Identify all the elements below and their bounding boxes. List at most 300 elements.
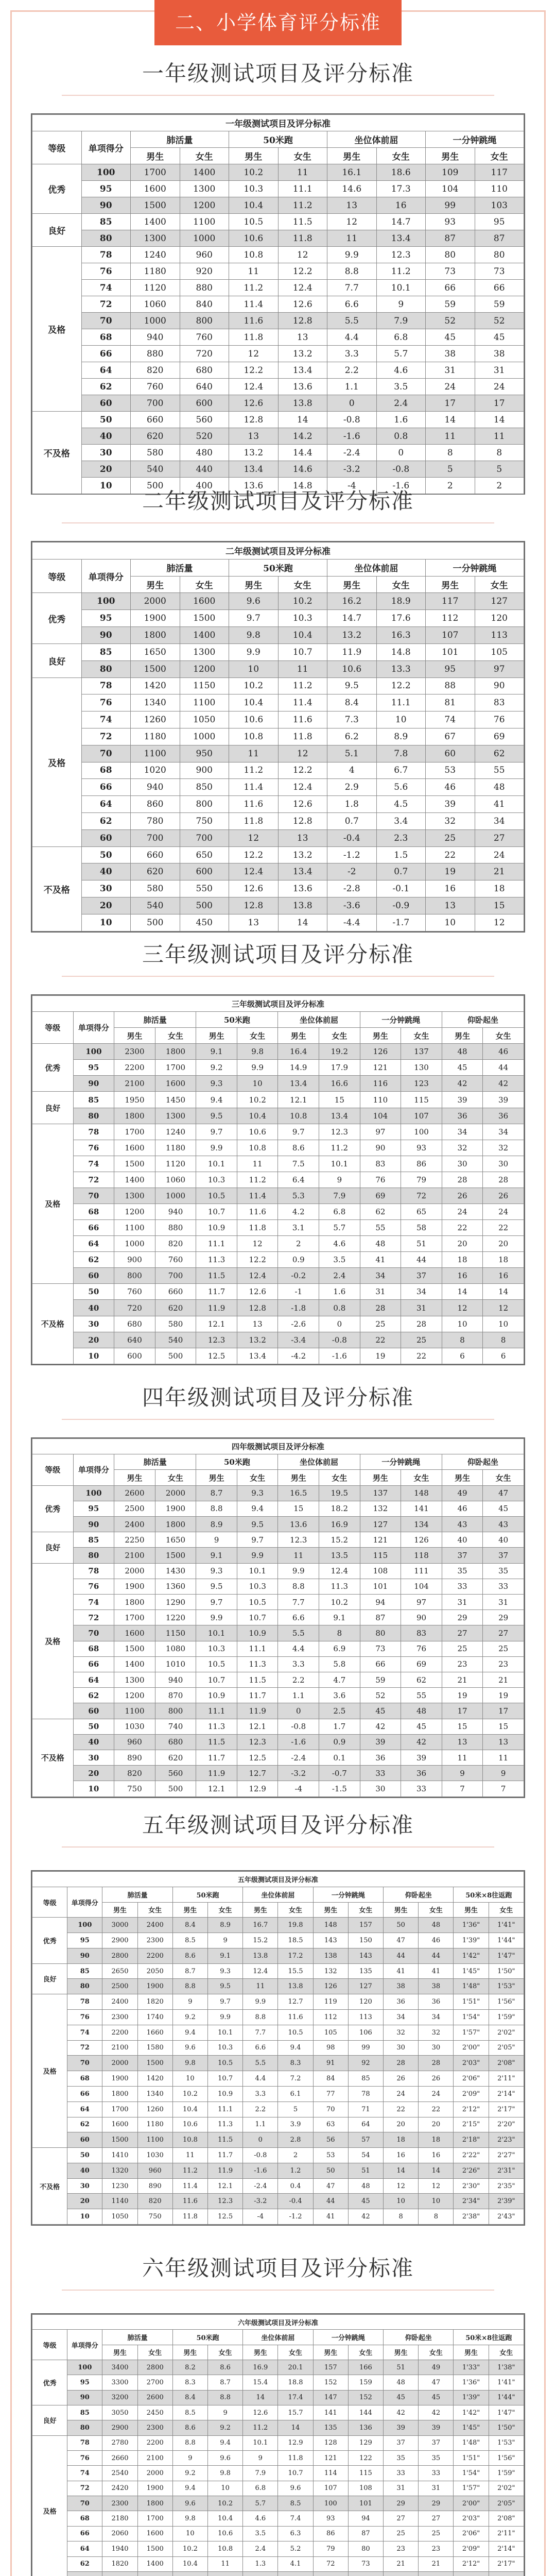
value-cell: 13.5 [319, 1548, 360, 1563]
value-cell: 10.4 [278, 627, 327, 644]
score-table [31, 1870, 525, 2226]
value-cell: 2'43" [489, 2209, 524, 2225]
value-cell: 1140 [102, 2194, 137, 2209]
value-cell: 111 [401, 1563, 442, 1579]
value-cell: 1100 [180, 694, 229, 711]
value-cell [419, 2571, 454, 2576]
value-cell: 31 [426, 362, 475, 379]
value-cell: 1340 [137, 2086, 172, 2102]
value-cell: 760 [180, 329, 229, 346]
value-cell: 108 [348, 2481, 383, 2496]
value-cell: 3.1 [278, 1220, 319, 1236]
value-cell: 9.1 [196, 1044, 237, 1060]
value-cell: 12.8 [229, 897, 279, 914]
value-cell [348, 2571, 383, 2576]
gender-header: 男生 [196, 1028, 237, 1044]
value-cell: 9 [208, 2405, 243, 2420]
value-cell: 32 [426, 813, 475, 830]
value-cell: 107 [313, 2481, 348, 2496]
table-row [32, 1204, 524, 1220]
table-row [32, 2025, 524, 2040]
value-cell: 11 [278, 660, 327, 677]
table-row [32, 1781, 524, 1797]
value-cell: 1200 [114, 1688, 155, 1703]
table-row [32, 643, 524, 660]
value-cell: 1.7 [319, 1719, 360, 1734]
value-cell: 13 [237, 1316, 278, 1332]
value-cell: 11 [426, 428, 475, 445]
value-cell: 850 [180, 779, 229, 796]
value-cell: -2.6 [278, 1316, 319, 1332]
value-cell: 12.3 [319, 1124, 360, 1140]
value-cell: 56 [313, 2132, 348, 2148]
value-cell: 400 [180, 478, 229, 494]
grade-level-cell: 良好 [32, 214, 82, 247]
table-row [32, 1672, 524, 1688]
value-cell: -0.1 [376, 880, 426, 897]
value-cell: 90 [360, 1140, 401, 1156]
value-cell: 0 [327, 395, 377, 412]
table-row [32, 1284, 524, 1300]
value-cell: 20 [419, 2117, 454, 2132]
value-cell: 44 [313, 2194, 348, 2209]
score-cell: 64 [73, 1672, 114, 1688]
value-cell: 1800 [155, 1517, 196, 1532]
value-cell: 14 [243, 2390, 278, 2405]
value-cell: 2000 [137, 2466, 172, 2481]
value-cell: -1.2 [327, 846, 377, 863]
grade-level-cell: 及格 [32, 1994, 67, 2148]
value-cell [243, 2571, 278, 2576]
grade-level-cell: 良好 [32, 643, 82, 677]
value-cell: 11 [278, 164, 327, 181]
score-cell: 66 [81, 779, 131, 796]
score-cell: 30 [81, 880, 131, 897]
value-cell: 760 [155, 1252, 196, 1268]
value-cell: 1940 [102, 2541, 137, 2556]
section-title: 四年级测试项目及评分标准 [142, 1385, 414, 1410]
score-table [31, 994, 525, 1365]
value-cell: 9.9 [229, 643, 279, 660]
score-cell: 100 [67, 2360, 102, 2375]
value-cell: 10.7 [237, 1610, 278, 1625]
value-cell: 32 [384, 2025, 419, 2040]
value-cell: 700 [131, 829, 180, 846]
value-cell: 10.8 [237, 1140, 278, 1156]
value-cell: 16.2 [327, 593, 377, 610]
value-cell: 121 [360, 1532, 401, 1548]
value-cell: 166 [348, 2360, 383, 2375]
grade-level-cell: 不及格 [32, 2148, 67, 2225]
value-cell: 720 [114, 1300, 155, 1316]
value-cell: 13.6 [278, 1517, 319, 1532]
value-cell: 8.8 [172, 1979, 207, 1994]
value-cell: 27 [475, 829, 524, 846]
value-cell: -0.8 [243, 2148, 278, 2163]
value-cell: 9.7 [278, 1124, 319, 1140]
value-cell: 16 [376, 197, 426, 214]
score-cell: 30 [81, 445, 131, 461]
value-cell: 1'41" [489, 1918, 524, 1933]
value-cell: 5.2 [278, 2541, 313, 2556]
value-cell: 13.2 [229, 445, 279, 461]
value-cell: 103 [475, 197, 524, 214]
value-cell: 11.2 [229, 280, 279, 296]
value-cell: 840 [180, 296, 229, 313]
value-cell: 10 [483, 1316, 524, 1332]
value-cell [137, 2571, 172, 2576]
value-cell: 70 [313, 2102, 348, 2117]
value-cell: 62 [475, 745, 524, 762]
grade-level-cell: 良好 [32, 1963, 67, 1994]
value-cell: 11.8 [172, 2209, 207, 2225]
gender-header: 女生 [319, 1028, 360, 1044]
gender-header: 女生 [155, 1028, 196, 1044]
value-cell: 11.8 [229, 329, 279, 346]
value-cell: 98 [313, 2040, 348, 2056]
column-header: 等级 [32, 559, 82, 593]
value-cell: 12.8 [237, 1300, 278, 1316]
value-cell: 7.3 [327, 711, 377, 728]
value-cell: 11.1 [196, 1236, 237, 1252]
table-row [32, 1332, 524, 1348]
score-cell: 100 [73, 1485, 114, 1501]
value-cell: 1400 [180, 164, 229, 181]
value-cell: 540 [155, 1332, 196, 1348]
table-row [32, 1994, 524, 2010]
value-cell: 10.6 [237, 1124, 278, 1140]
value-cell: 36 [384, 1994, 419, 2010]
value-cell: 11 [237, 1156, 278, 1172]
value-cell: 2'08" [489, 2056, 524, 2071]
value-cell: 10.4 [172, 2102, 207, 2117]
value-cell: 8.4 [327, 694, 377, 711]
value-cell: 17 [442, 1703, 483, 1719]
column-header: 仰卧起坐 [442, 1454, 524, 1470]
score-cell: 70 [81, 313, 131, 329]
score-cell: 70 [67, 2496, 102, 2511]
value-cell: 2.4 [243, 2541, 278, 2556]
value-cell: 5 [475, 461, 524, 478]
value-cell: 9.1 [319, 1610, 360, 1625]
score-cell: 80 [73, 1108, 114, 1124]
value-cell: 10.8 [229, 728, 279, 745]
value-cell: 10.3 [237, 1579, 278, 1594]
value-cell: 10.2 [172, 2086, 207, 2102]
value-cell: 66 [426, 280, 475, 296]
column-header: 50米跑 [196, 1012, 278, 1028]
value-cell: 4 [327, 762, 377, 779]
gender-header: 男生 [131, 576, 180, 593]
value-cell: 9.5 [196, 1579, 237, 1594]
value-cell: 2'26" [454, 2163, 489, 2178]
value-cell: 5 [278, 2102, 313, 2117]
value-cell: 6.6 [243, 2040, 278, 2056]
value-cell: 9.4 [196, 1092, 237, 1108]
value-cell: 94 [348, 2511, 383, 2526]
value-cell: 14 [384, 2163, 419, 2178]
score-cell: 74 [73, 1595, 114, 1610]
table-row [32, 2194, 524, 2209]
score-cell: 90 [67, 2390, 102, 2405]
value-cell: 11.1 [237, 1641, 278, 1656]
score-table [31, 541, 525, 933]
value-cell: 9.3 [196, 1076, 237, 1092]
value-cell: 2300 [102, 2010, 137, 2025]
value-cell: 97 [475, 660, 524, 677]
value-cell: 159 [348, 2375, 383, 2390]
value-cell: 30 [419, 2040, 454, 2056]
value-cell: 500 [180, 897, 229, 914]
value-cell: 41 [384, 1963, 419, 1979]
value-cell: 1400 [180, 627, 229, 644]
value-cell: 740 [155, 1719, 196, 1734]
score-cell: 60 [81, 829, 131, 846]
value-cell: 8.3 [278, 2056, 313, 2071]
value-cell: 9.4 [237, 1501, 278, 1516]
value-cell: 12.1 [278, 1092, 319, 1108]
value-cell: 12.6 [278, 296, 327, 313]
value-cell: 105 [313, 2025, 348, 2040]
grade-level-cell: 良好 [32, 2405, 67, 2436]
value-cell: 10.5 [208, 2056, 243, 2071]
value-cell: 24 [419, 2086, 454, 2102]
value-cell: -4.2 [278, 1348, 319, 1364]
value-cell: 28 [360, 1300, 401, 1316]
value-cell: 2100 [137, 2451, 172, 2466]
value-cell: 5.5 [243, 2056, 278, 2071]
score-cell: 78 [81, 677, 131, 694]
table-row [32, 1092, 524, 1108]
column-header: 仰卧起坐 [442, 1012, 524, 1028]
value-cell: 10 [376, 711, 426, 728]
grade-level-cell: 不及格 [32, 1719, 74, 1797]
value-cell: 500 [155, 1781, 196, 1797]
score-cell: 66 [73, 1656, 114, 1672]
value-cell: 1300 [114, 1188, 155, 1204]
gender-header: 女生 [419, 2345, 454, 2360]
value-cell: 10 [208, 2481, 243, 2496]
value-cell: 960 [180, 247, 229, 263]
value-cell: 16.4 [278, 1044, 319, 1060]
value-cell: 14 [419, 2163, 454, 2178]
value-cell: 6.6 [278, 1610, 319, 1625]
score-cell: 80 [67, 2420, 102, 2435]
score-cell: 60 [73, 1268, 114, 1284]
value-cell: 12.4 [319, 1563, 360, 1579]
score-cell: 10 [67, 2209, 102, 2225]
value-cell: 800 [155, 1703, 196, 1719]
value-cell: 2300 [137, 1933, 172, 1948]
value-cell: 1500 [102, 2132, 137, 2148]
value-cell: 11 [208, 2556, 243, 2571]
value-cell: 7.8 [376, 745, 426, 762]
score-cell: 90 [67, 1948, 102, 1963]
value-cell: 6 [483, 1348, 524, 1364]
value-cell: 112 [313, 2010, 348, 2025]
value-cell: 10 [172, 2071, 207, 2087]
value-cell: 14.7 [376, 214, 426, 230]
value-cell: 116 [360, 1076, 401, 1092]
column-header: 坐位体前屈 [327, 559, 426, 576]
value-cell: 14 [278, 914, 327, 931]
value-cell: 48 [475, 779, 524, 796]
score-cell: 68 [73, 1641, 114, 1656]
value-cell: 19.2 [319, 1044, 360, 1060]
value-cell: 950 [180, 745, 229, 762]
value-cell: 1'38" [489, 2360, 524, 2375]
gender-header: 男生 [229, 148, 279, 164]
value-cell: 10.8 [172, 2132, 207, 2148]
value-cell: 10.2 [229, 677, 279, 694]
value-cell: 1100 [137, 2132, 172, 2148]
value-cell: 1050 [102, 2209, 137, 2225]
value-cell: 28 [442, 1172, 483, 1188]
value-cell: 22 [360, 1332, 401, 1348]
value-cell: 1'47" [489, 1948, 524, 1963]
value-cell: 1400 [114, 1172, 155, 1188]
value-cell: 1'36" [454, 1918, 489, 1933]
value-cell: 38 [384, 1979, 419, 1994]
value-cell: 11.9 [327, 643, 377, 660]
table-row [32, 627, 524, 644]
value-cell: 93 [401, 1140, 442, 1156]
value-cell: 1740 [137, 2010, 172, 2025]
value-cell: 1300 [131, 230, 180, 247]
score-cell: 10 [73, 1348, 114, 1364]
value-cell: 130 [401, 1060, 442, 1076]
value-cell: 150 [348, 1933, 383, 1948]
gender-header: 男生 [327, 148, 377, 164]
value-cell: 10.5 [196, 1656, 237, 1672]
value-cell: 152 [348, 2390, 383, 2405]
gender-header: 女生 [208, 2345, 243, 2360]
value-cell: 1000 [131, 313, 180, 329]
value-cell: 11.2 [278, 677, 327, 694]
value-cell: 1'54" [454, 2010, 489, 2025]
value-cell: 700 [155, 1268, 196, 1284]
value-cell: 12 [483, 1300, 524, 1316]
table-row [32, 762, 524, 779]
value-cell: 580 [155, 1316, 196, 1332]
value-cell: 1430 [155, 1563, 196, 1579]
section-title: 一年级测试项目及评分标准 [142, 61, 414, 86]
value-cell: 15 [319, 1092, 360, 1108]
table-caption: 六年级测试项目及评分标准 [32, 2315, 524, 2330]
table-row [32, 461, 524, 478]
table-row [32, 2086, 524, 2102]
value-cell: 1000 [155, 1188, 196, 1204]
value-cell: 1'53" [489, 2435, 524, 2450]
value-cell: 21 [442, 1672, 483, 1688]
value-cell: 8.2 [172, 2360, 207, 2375]
value-cell: 13.2 [327, 627, 377, 644]
gender-header: 男生 [172, 1902, 207, 1918]
value-cell: 1150 [180, 677, 229, 694]
value-cell: 11.5 [278, 214, 327, 230]
column-header: 一分钟跳绳 [360, 1012, 442, 1028]
value-cell: 23 [442, 1656, 483, 1672]
value-cell: 11.5 [196, 1268, 237, 1284]
value-cell: 13 [278, 829, 327, 846]
value-cell: 940 [131, 779, 180, 796]
value-cell: 11 [229, 745, 279, 762]
value-cell: 1.6 [376, 412, 426, 428]
table-row [32, 2178, 524, 2194]
table-row [32, 2375, 524, 2390]
column-header: 单项得分 [67, 1887, 102, 1918]
value-cell: 8.6 [172, 1948, 207, 1963]
grade-level-cell: 优秀 [32, 1485, 74, 1532]
value-cell: 104 [360, 1108, 401, 1124]
score-cell: 62 [67, 2556, 102, 2571]
value-cell: 13.8 [278, 395, 327, 412]
value-cell: 3200 [102, 2390, 137, 2405]
score-cell: 78 [81, 247, 131, 263]
value-cell: 16.9 [319, 1517, 360, 1532]
table-row [32, 660, 524, 677]
value-cell: 87 [475, 230, 524, 247]
table-row [32, 346, 524, 362]
value-cell: 4.2 [278, 1204, 319, 1220]
score-cell: 80 [81, 230, 131, 247]
value-cell: 10 [229, 660, 279, 677]
value-cell: 80 [348, 2541, 383, 2556]
value-cell: 2'35" [489, 2178, 524, 2194]
score-table [31, 113, 525, 495]
value-cell: 13.4 [229, 461, 279, 478]
value-cell: 9.6 [208, 2451, 243, 2466]
value-cell: 1'53" [489, 1979, 524, 1994]
value-cell: 9.8 [237, 1044, 278, 1060]
value-cell: 28 [419, 2056, 454, 2071]
value-cell: 12 [384, 2178, 419, 2194]
value-cell: 9.1 [196, 1548, 237, 1563]
value-cell: 2'30" [454, 2178, 489, 2194]
value-cell: 640 [114, 1332, 155, 1348]
value-cell: 25 [426, 829, 475, 846]
score-cell: 20 [81, 461, 131, 478]
grade-level-cell: 不及格 [32, 1284, 74, 1364]
value-cell: 10.6 [327, 660, 377, 677]
value-cell: 15 [475, 897, 524, 914]
value-cell: 1120 [155, 1156, 196, 1172]
value-cell: 2200 [114, 1060, 155, 1076]
value-cell: 2'14" [489, 2086, 524, 2102]
value-cell: 143 [313, 1933, 348, 1948]
value-cell: 138 [313, 1948, 348, 1963]
score-cell: 72 [67, 2040, 102, 2056]
value-cell: 2'09" [454, 2541, 489, 2556]
value-cell: 50 [384, 1918, 419, 1933]
column-header: 一分钟跳绳 [426, 131, 524, 148]
value-cell: 11.2 [278, 197, 327, 214]
table-row [32, 2451, 524, 2466]
value-cell: 10.3 [196, 1172, 237, 1188]
table-row [32, 329, 524, 346]
title-divider [62, 976, 494, 977]
table-row [32, 1236, 524, 1252]
value-cell: 9.6 [172, 2496, 207, 2511]
value-cell: 9.8 [172, 2511, 207, 2526]
value-cell: 8.6 [208, 2360, 243, 2375]
value-cell: 18 [419, 2132, 454, 2148]
value-cell [172, 2571, 207, 2576]
value-cell: 12.1 [237, 1719, 278, 1734]
value-cell: 8.5 [278, 2496, 313, 2511]
value-cell: -1.8 [278, 1300, 319, 1316]
value-cell: 1400 [131, 214, 180, 230]
